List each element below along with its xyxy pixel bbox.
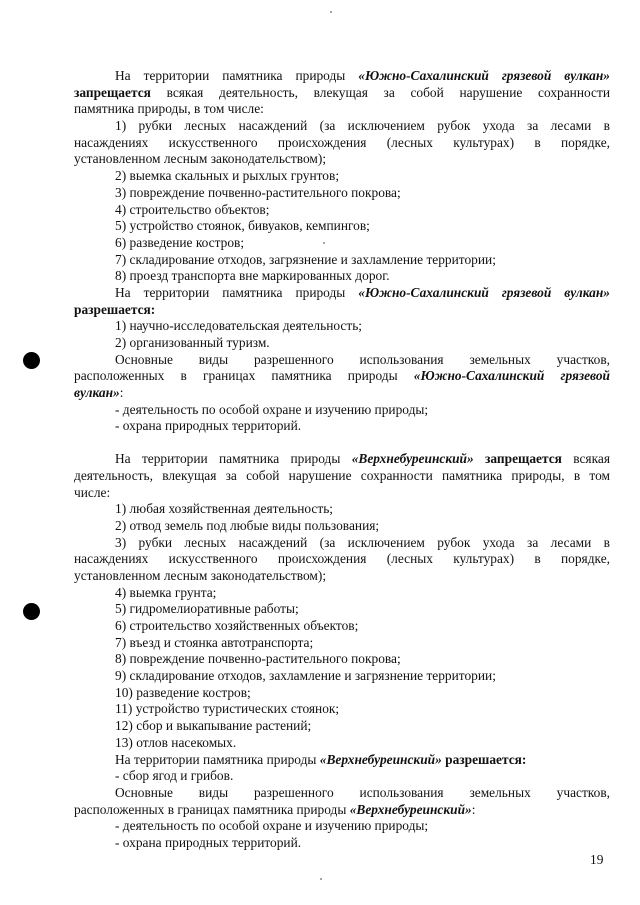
list-item: 10) разведение костров; <box>115 684 251 700</box>
list-item: 1) рубки лесных насаждений (за исключением рубок ухода за лесами в <box>115 118 610 134</box>
volcano-intro-line-3: памятника природы, в том числе: <box>74 101 264 117</box>
volcano-uses-line-1: Основные виды разрешенного использования земельных участков, <box>115 351 610 367</box>
list-item: - деятельность по особой охране и изучению природы; <box>115 401 429 417</box>
bureya-intro-line-1: На территории памятника природы «Верхнебуреинский» запрещается всякая <box>115 451 610 467</box>
document-body <box>74 68 610 852</box>
list-item: насаждениях искусственного происхождения (лесных культурах) в порядке, <box>74 134 610 150</box>
volcano-name: «Южно-Сахалинский грязевой вулкан» <box>358 284 610 300</box>
list-item: 11) устройство туристических стоянок; <box>115 701 340 717</box>
forbidden-word: запрещается <box>74 84 151 100</box>
list-item: 9) складирование отходов, захламление и загрязнение территории; <box>115 668 496 684</box>
list-item: 5) гидромелиоративные работы; <box>115 601 299 617</box>
list-item: 1) любая хозяйственная деятельность; <box>115 501 334 517</box>
volcano-uses-line-2: расположенных в границах памятника природы «Южно-Сахалинский грязевой <box>74 368 610 384</box>
list-item: 2) организованный туризм. <box>115 335 270 350</box>
list-item: - охрана природных территорий. <box>115 418 302 434</box>
bureya-uses-line-1: Основные виды разрешенного использования земельных участков, <box>115 784 610 800</box>
list-item: 6) разведение костров; <box>115 234 245 250</box>
list-item: 3) рубки лесных насаждений (за исключением рубок ухода за лесами в <box>115 534 610 550</box>
allowed-word: разрешается: <box>74 301 156 317</box>
section-gap <box>74 435 610 451</box>
list-item: 2) отвод земель под любые виды пользования; <box>115 517 380 533</box>
list-item: 8) повреждение почвенно-растительного покрова; <box>115 651 401 667</box>
volcano-intro-line-2: запрещается всякая деятельность, влекущая за собой нарушение сохранности <box>74 84 610 100</box>
forbidden-word: запрещается <box>473 451 562 467</box>
volcano-uses-line-3: вулкан»: <box>74 385 124 401</box>
list-item: 4) строительство объектов; <box>115 201 270 217</box>
scan-speck <box>320 878 322 880</box>
bureya-name: «Верхнебуреинский» <box>349 801 472 817</box>
list-item: 13) отлов насекомых. <box>115 734 237 750</box>
list-item: 5) устройство стоянок, бивуаков, кемпингов; <box>115 218 370 234</box>
list-item: установленном лесным законодательством); <box>74 151 327 167</box>
list-item: 6) строительство хозяйственных объектов; <box>115 618 359 633</box>
bureya-intro-line-2: деятельность, влекущая за собой нарушение сохранности памятника природы, в том <box>74 467 610 483</box>
volcano-allowed-line-2 <box>74 302 610 319</box>
list-item: 7) въезд и стоянка автотранспорта; <box>115 634 314 650</box>
bureya-name: «Верхнебуреинский» <box>319 751 442 767</box>
punch-hole <box>23 603 40 620</box>
page-number: 19 <box>590 852 604 867</box>
volcano-intro-line-1: На территории памятника природы «Южно-Сахалинский грязевой вулкан» <box>115 68 610 83</box>
list-item: - сбор ягод и грибов. <box>115 768 234 784</box>
scan-speck <box>330 11 332 13</box>
volcano-name-part: вулкан» <box>74 385 120 401</box>
bureya-allowed-line: На территории памятника природы «Верхнебуреинский» разрешается: <box>115 751 527 767</box>
list-item: 2) выемка скальных и рыхлых грунтов; <box>115 168 340 184</box>
allowed-word: разрешается: <box>441 751 527 767</box>
list-item: насаждениях искусственного происхождения (лесных культурах) в порядке, <box>74 551 610 567</box>
list-item: 8) проезд транспорта вне маркированных дорог. <box>115 268 390 284</box>
list-item: 12) сбор и выкапывание растений; <box>115 718 312 734</box>
list-item: 7) складирование отходов, загрязнение и захламление территории; <box>115 251 496 267</box>
bureya-uses-line-2: расположенных в границах памятника природы «Верхнебуреинский»: <box>74 801 476 817</box>
list-item: 4) выемка грунта; <box>115 584 217 600</box>
bureya-name: «Верхнебуреинский» <box>351 451 474 467</box>
list-item: 1) научно-исследовательская деятельность; <box>115 318 363 334</box>
list-item: - деятельность по особой охране и изучению природы; <box>115 818 429 834</box>
list-item: 3) повреждение почвенно-растительного покрова; <box>115 184 401 200</box>
punch-hole <box>23 352 40 369</box>
volcano-name-part: «Южно-Сахалинский грязевой <box>413 368 610 384</box>
list-item: установленном лесным законодательством); <box>74 567 327 583</box>
list-item: - охрана природных территорий. <box>115 834 302 850</box>
bureya-intro-line-3: числе: <box>74 484 111 500</box>
volcano-allowed-line-1: На территории памятника природы «Южно-Сахалинский грязевой вулкан» <box>115 284 610 300</box>
volcano-name: «Южно-Сахалинский грязевой вулкан» <box>358 68 610 83</box>
